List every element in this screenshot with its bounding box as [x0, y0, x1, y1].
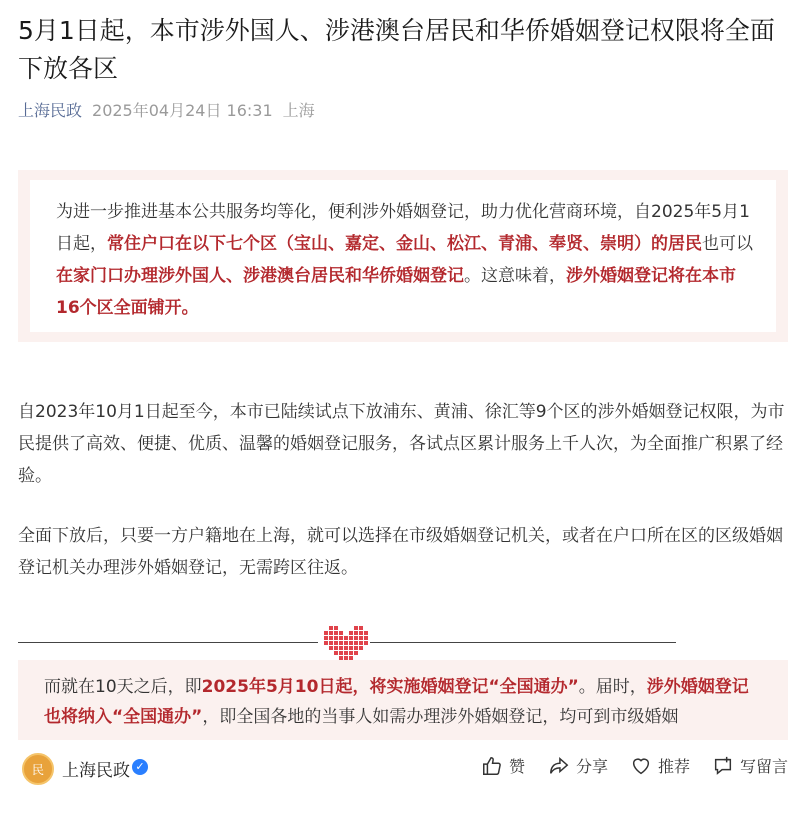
heart-outline-icon [630, 755, 652, 777]
heart-pixel [354, 651, 358, 655]
bottom-text-2: 。届时， [578, 677, 647, 697]
recommend-button[interactable] [630, 754, 690, 777]
thumbs-up-icon [481, 755, 503, 777]
heart-pixel [364, 631, 368, 635]
heart-pixel [324, 636, 328, 640]
heart-pixel [349, 651, 353, 655]
section-divider [18, 626, 678, 660]
author-link[interactable]: 上海民政 [18, 101, 83, 120]
share-label: 分享 [576, 757, 609, 776]
heart-pixel [339, 641, 343, 645]
highlight-text-1: 为进一步推进基本公共服务均等化，便利涉外婚姻登记，助力优化营商环境，自2025年5月1日起， [56, 202, 750, 254]
bottom-red-1: 2025年5月10日起，将实施婚姻登记“全国通办” [201, 677, 579, 697]
heart-pixel [334, 626, 338, 630]
heart-pixel [349, 646, 353, 650]
heart-pixel [364, 646, 368, 650]
heart-pixel [349, 641, 353, 645]
heart-pixel [364, 636, 368, 640]
highlight-text [30, 180, 776, 332]
heart-pixel [329, 651, 333, 655]
heart-pixel [359, 646, 363, 650]
heart-pixel [354, 636, 358, 640]
share-icon [548, 755, 570, 777]
heart-pixel [339, 631, 343, 635]
heart-pixel [324, 631, 328, 635]
divider-line-right [370, 642, 676, 643]
comment-icon [712, 755, 734, 777]
heart-pixel [339, 636, 343, 640]
heart-pixel [334, 646, 338, 650]
heart-pixel [324, 651, 328, 655]
heart-pixel [354, 626, 358, 630]
heart-pixel [359, 636, 363, 640]
article-title: 5月1日起，本市涉外国人、涉港澳台居民和华侨婚姻登记权限将全面下放各区 [18, 16, 775, 83]
heart-pixel [364, 626, 368, 630]
publish-date: 2025年04月24日 16:31 [92, 101, 273, 120]
like-label: 赞 [509, 757, 526, 776]
heart-pixel [359, 631, 363, 635]
heart-pixel [344, 641, 348, 645]
divider-line-left [18, 642, 318, 643]
heart-pixel [344, 646, 348, 650]
bottom-highlight-box [18, 660, 788, 740]
like-button[interactable] [481, 754, 525, 777]
share-button[interactable] [548, 754, 608, 777]
paragraph-1: 自2023年10月1日起至今，本市已陆续试点下放浦东、黄浦、徐汇等9个区的涉外婚姻登记权限，为市民提供了高效、便捷、优质、温馨的婚姻登记服务，各试点区累计服务上千人次，为全面推广积累了经验。 [18, 402, 785, 486]
heart-pixel [359, 641, 363, 645]
heart-pixel [344, 626, 348, 630]
heart-pixel [359, 626, 363, 630]
heart-pixel [334, 636, 338, 640]
account-logo-icon[interactable]: 民 [22, 753, 54, 785]
highlight-text-3: 。这意味着， [464, 266, 566, 286]
bottom-action-bar [0, 740, 809, 818]
highlight-red-3: 涉外婚姻登记将在本市16个区全面铺开。 [56, 266, 736, 318]
heart-pixel [339, 626, 343, 630]
heart-pixel [339, 651, 343, 655]
bottom-highlight-text [30, 660, 776, 732]
highlight-red-2: 在家门口办理涉外国人、涉港澳台居民和华侨婚姻登记 [56, 266, 464, 286]
heart-pixel [349, 636, 353, 640]
bottom-red-2: 涉外婚姻登记也将纳入“全国通办” [44, 677, 749, 727]
heart-pixel [354, 641, 358, 645]
heart-pixel [344, 651, 348, 655]
bottom-text-3: ，即全国各地的当事人如需办理涉外婚姻登记，均可到市级婚姻 [202, 707, 679, 727]
publish-location: 上海 [282, 101, 315, 120]
recommend-label: 推荐 [658, 757, 691, 776]
heart-pixel [334, 641, 338, 645]
bottom-text-1: 而就在10天之后，即 [44, 677, 202, 697]
heart-pixel [354, 646, 358, 650]
account-name[interactable]: 上海民政 [62, 761, 130, 781]
verified-icon: ✓ [132, 759, 148, 775]
paragraph-2: 全面下放后，只要一方户籍地在上海，就可以选择在市级婚姻登记机关，或者在户口所在区的区级婚姻登记机关办理涉外婚姻登记，无需跨区往返。 [18, 526, 783, 578]
heart-pixel [364, 651, 368, 655]
heart-pixel [334, 631, 338, 635]
highlight-text-2: 也可以 [702, 234, 753, 254]
heart-pixel [324, 641, 328, 645]
heart-pixel [329, 626, 333, 630]
heart-pixel [324, 646, 328, 650]
heart-pixel [359, 651, 363, 655]
heart-pixel [344, 631, 348, 635]
heart-pixel [329, 631, 333, 635]
highlight-box [18, 170, 788, 342]
comment-button[interactable] [712, 754, 788, 777]
heart-pixel [344, 636, 348, 640]
heart-pixel [339, 646, 343, 650]
heart-pixel [324, 626, 328, 630]
heart-pixel [354, 631, 358, 635]
heart-pixel [334, 651, 338, 655]
heart-pixel [349, 626, 353, 630]
article-meta [18, 98, 315, 121]
heart-pixel [349, 631, 353, 635]
heart-pixel [329, 641, 333, 645]
heart-pixel [364, 641, 368, 645]
heart-pixel [329, 636, 333, 640]
pixel-heart-icon [326, 626, 366, 660]
highlight-red-1: 常住户口在以下七个区（宝山、嘉定、金山、松江、青浦、奉贤、崇明）的居民 [107, 234, 702, 254]
comment-label: 写留言 [740, 757, 789, 776]
heart-pixel [329, 646, 333, 650]
